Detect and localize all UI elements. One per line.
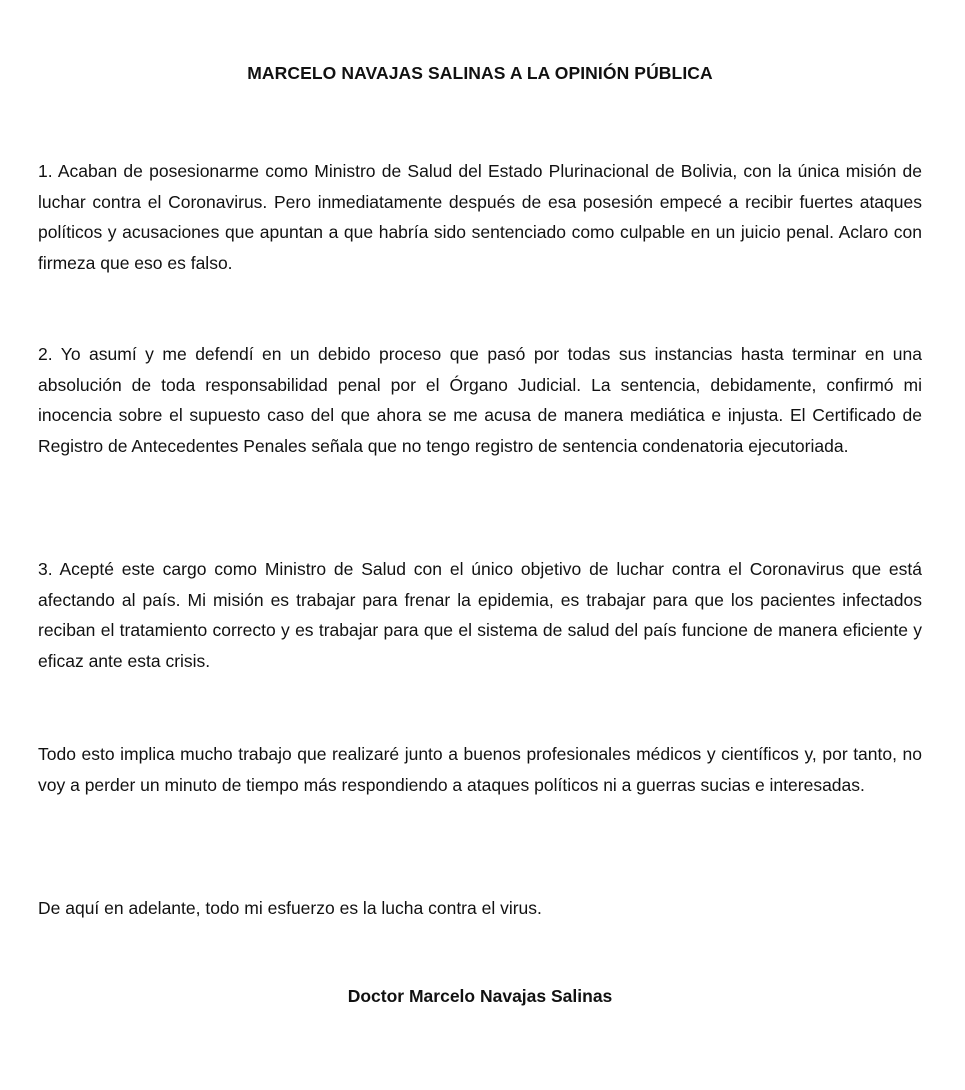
paragraph-1: 1. Acaban de posesionarme como Ministro de Salud del Estado Plurinacional de Bolivia, con la única misión de luchar contra el Coronavirus. Pero inmediatamente después de esa posesión empecé a recibir fuertes ataques políticos y acusaciones que apuntan a que habría sido sentenciado como culpable en un juicio penal. Aclaro con firmeza que eso es falso. [38,161,922,273]
paragraph-4: Todo esto implica mucho trabajo que realizaré junto a buenos profesionales médicos y científicos y, por tanto, no voy a perder un minuto de tiempo más respondiendo a ataques políticos ni a guerras sucias e interesadas. [38,744,922,795]
paragraph-2: 2. Yo asumí y me defendí en un debido proceso que pasó por todas sus instancias hasta terminar en una absolución de toda responsabilidad penal por el Órgano Judicial. La sentencia, debidamente, confirmó mi inocencia sobre el supuesto caso del que ahora se me acusa de manera mediática e injusta. El Certificado de Registro de Antecedentes Penales señala que no tengo registro de sentencia condenatoria ejecutoriada. [38,344,922,456]
signature: Doctor Marcelo Navajas Salinas [347,986,613,1006]
paragraph-5: De aquí en adelante, todo mi esfuerzo es la lucha contra el virus. [38,898,542,918]
document-title: MARCELO NAVAJAS SALINAS A LA OPINIÓN PÚBLICA [247,63,713,83]
paragraph-3: 3. Acepté este cargo como Ministro de Salud con el único objetivo de luchar contra el Coronavirus que está afectando al país. Mi misión es trabajar para frenar la epidemia, es trabajar para que los pacientes infectados reciban el tratamiento correcto y es trabajar para que el sistema de salud del país funcione de manera eficiente y eficaz ante esta crisis. [38,559,922,671]
